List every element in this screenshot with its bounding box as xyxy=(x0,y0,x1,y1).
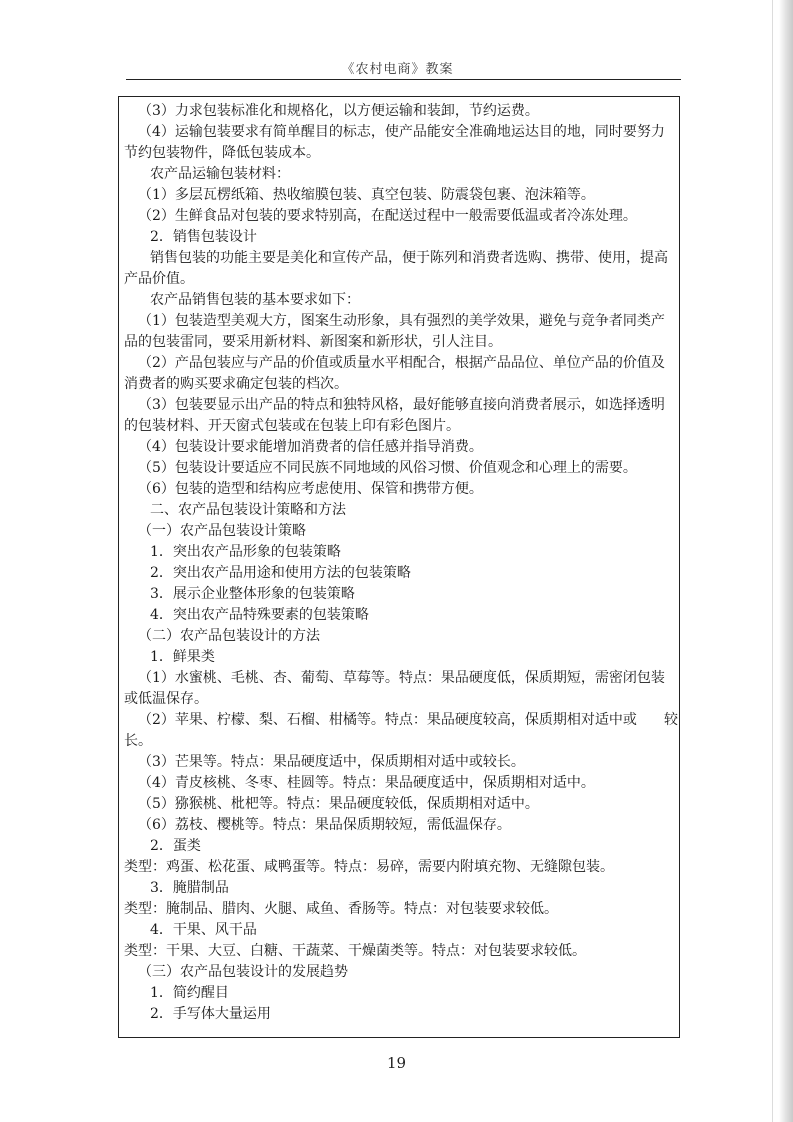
text-line: 1．突出农产品形象的包装策略 xyxy=(150,544,341,560)
text-line: （6）荔枝、樱桃等。特点：果品保质期较短，需低温保存。 xyxy=(138,817,511,833)
text-line-start: （2）苹果、柠檬、梨、石榴、柑橘等。特点：果品硬度较高，保质期相对适中或 xyxy=(138,712,637,728)
text-line: （4）青皮核桃、冬枣、桂圆等。特点：果品硬度适中，保质期相对适中。 xyxy=(138,775,595,791)
text-line: （1）包装造型美观大方，图案生动形象，具有强烈的美学效果，避免与竞争者同类产 xyxy=(138,313,665,329)
text-line: 产品价值。 xyxy=(124,271,194,287)
text-line: （5）猕猴桃、枇杷等。特点：果品硬度较低，保质期相对适中。 xyxy=(138,796,539,812)
text-line-end: 较 xyxy=(664,712,678,728)
text-line: 销售包装的功能主要是美化和宣传产品，便于陈列和消费者选购、携带、使用，提高 xyxy=(150,250,668,266)
text-line: （3）芒果等。特点：果品硬度适中，保质期相对适中或较长。 xyxy=(138,754,525,770)
text-line: 2．销售包装设计 xyxy=(150,229,257,245)
text-line: 消费者的购买要求确定包装的档次。 xyxy=(124,376,348,392)
text-line: 的包装材料、开天窗式包装或在包装上印有彩色图片。 xyxy=(124,418,460,434)
text-line: （2）产品包装应与产品的价值或质量水平相配合，根据产品品位、单位产品的价值及 xyxy=(138,355,665,371)
text-line: 4．干果、风干品 xyxy=(150,922,257,938)
text-line: 品的包装雷同，要采用新材料、新图案和新形状，引人注目。 xyxy=(124,334,502,350)
text-line: （5）包装设计要适应不同民族不同地域的风俗习惯、价值观念和心理上的需要。 xyxy=(138,460,637,476)
subsection-heading: （三）农产品包装设计的发展趋势 xyxy=(138,964,348,980)
text-line: （6）包装的造型和结构应考虑使用、保管和携带方便。 xyxy=(138,481,483,497)
text-line: 类型：鸡蛋、松花蛋、咸鸭蛋等。特点：易碎，需要内附填充物、无缝隙包装。 xyxy=(124,859,614,875)
scan-border-line xyxy=(772,0,773,1122)
text-line: 3．腌腊制品 xyxy=(150,880,229,896)
text-line: （3）力求包装标准化和规格化，以方便运输和装卸，节约运费。 xyxy=(138,103,539,119)
text-line: 2．手写体大量运用 xyxy=(150,1006,271,1022)
scan-edge-shadow xyxy=(779,0,793,1122)
text-line: 2．突出农产品用途和使用方法的包装策略 xyxy=(150,565,411,581)
text-line-justified xyxy=(124,710,678,731)
text-line: 1．鲜果类 xyxy=(150,649,215,665)
text-line: （2）生鲜食品对包装的要求特别高，在配送过程中一般需要低温或者冷冻处理。 xyxy=(138,208,637,224)
text-line: 4．突出农产品特殊要素的包装策略 xyxy=(150,607,369,623)
text-line: （4）运输包装要求有简单醒目的标志，使产品能安全准确地运达目的地，同时要努力 xyxy=(138,124,665,140)
text-line: 长。 xyxy=(124,733,152,749)
header-rule xyxy=(126,79,681,80)
subsection-heading: （二）农产品包装设计的方法 xyxy=(138,628,320,644)
text-line: 节约包装物件，降低包装成本。 xyxy=(124,145,320,161)
page-number: 19 xyxy=(386,1054,407,1072)
text-line: 3．展示企业整体形象的包装策略 xyxy=(150,586,355,602)
subsection-heading: （一）农产品包装设计策略 xyxy=(138,523,306,539)
section-heading: 二、农产品包装设计策略和方法 xyxy=(150,502,346,518)
text-line: （3）包装要显示出产品的特点和独特风格，最好能够直接向消费者展示，如选择透明 xyxy=(138,397,665,413)
text-line: 1．简约醒目 xyxy=(150,985,229,1001)
text-line: 类型：干果、大豆、白糖、干蔬菜、干燥菌类等。特点：对包装要求较低。 xyxy=(124,943,586,959)
text-line: 农产品销售包装的基本要求如下： xyxy=(150,292,360,308)
text-line: 农产品运输包装材料： xyxy=(150,166,290,182)
text-line: 或低温保存。 xyxy=(124,691,208,707)
lesson-body xyxy=(124,101,678,1025)
text-line: （1）水蜜桃、毛桃、杏、葡萄、草莓等。特点：果品硬度低，保质期短，需密闭包装 xyxy=(138,670,665,686)
text-line: （1）多层瓦楞纸箱、热收缩膜包装、真空包装、防震袋包裹、泡沫箱等。 xyxy=(138,187,595,203)
page-header-title: 《农村电商》教案 xyxy=(341,62,454,77)
text-line: （4）包装设计要求能增加消费者的信任感并指导消费。 xyxy=(138,439,483,455)
text-line: 类型：腌制品、腊肉、火腿、咸鱼、香肠等。特点：对包装要求较低。 xyxy=(124,901,558,917)
text-line: 2．蛋类 xyxy=(150,838,201,854)
